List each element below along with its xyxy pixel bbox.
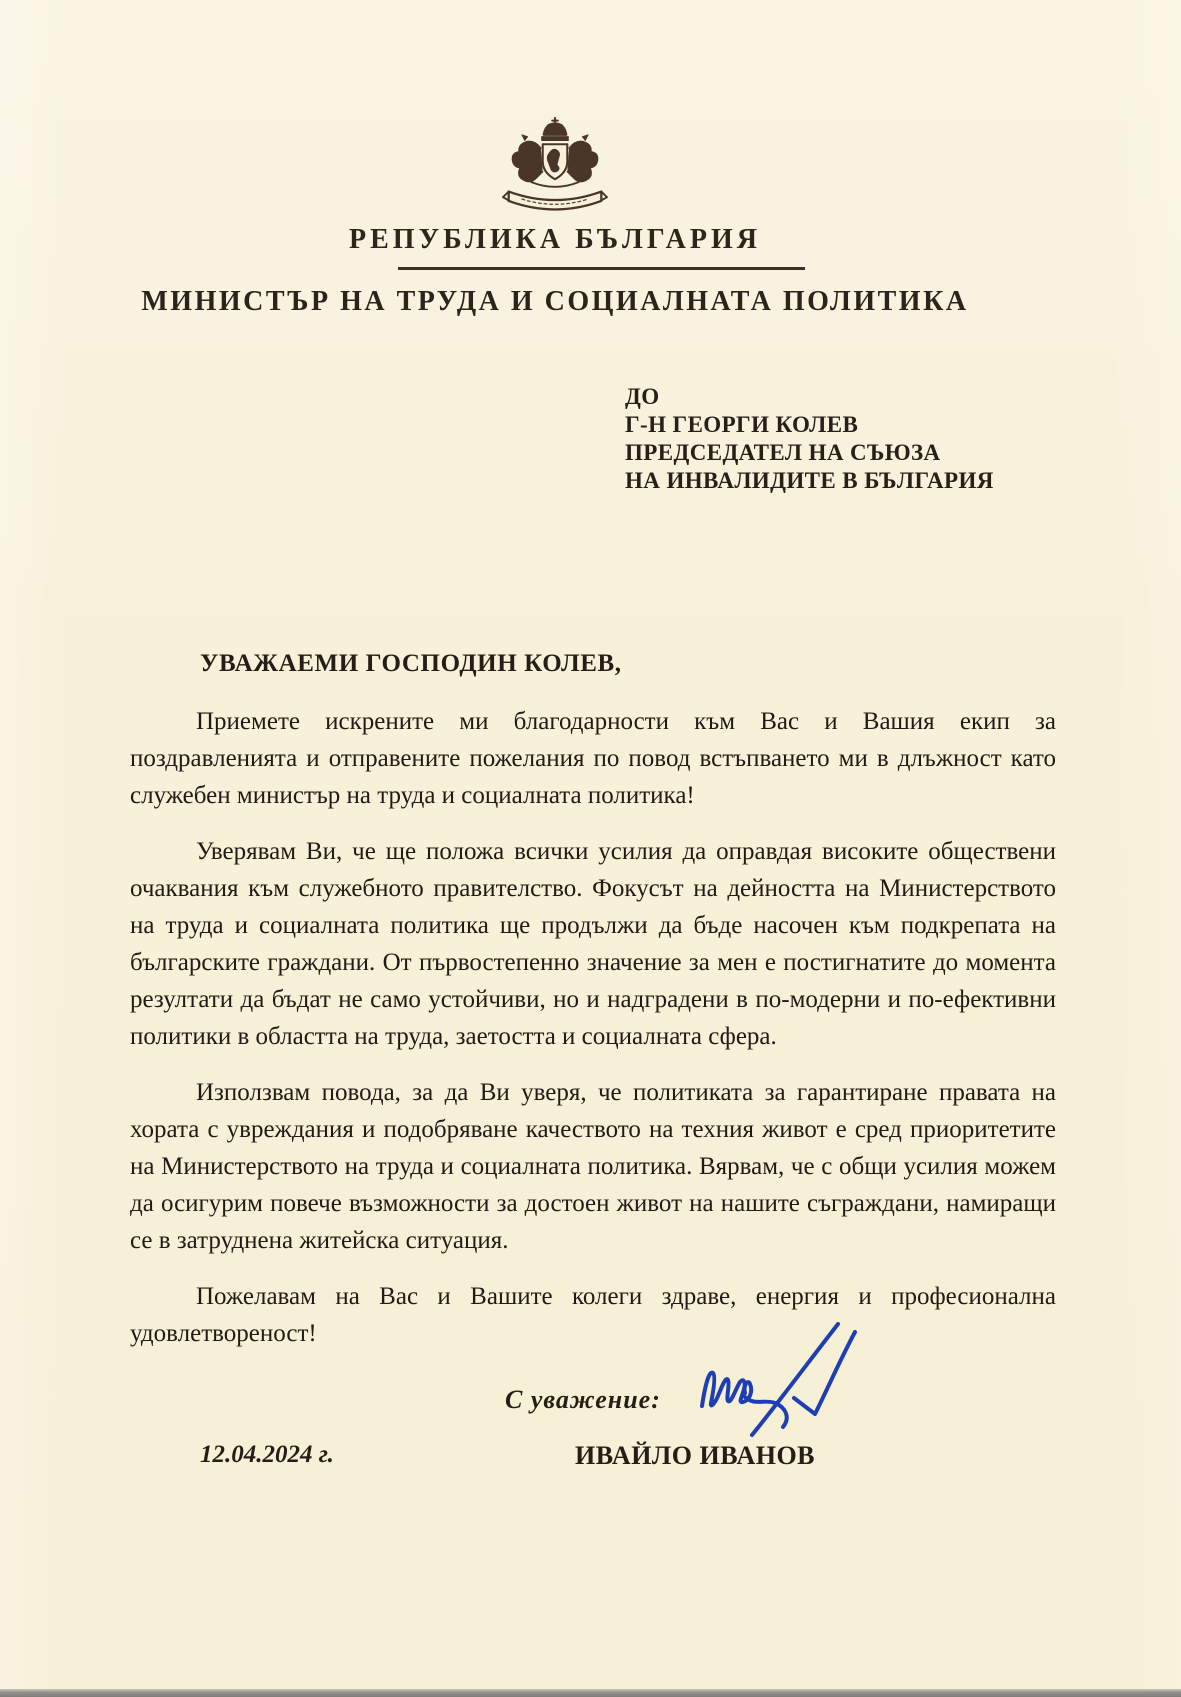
handwritten-signature bbox=[688, 1308, 883, 1443]
addressee-line-title: ПРЕДСЕДАТЕЛ НА СЪЮЗА bbox=[625, 440, 941, 465]
letter-body bbox=[130, 703, 1056, 1371]
addressee-line-organization: НА ИНВАЛИДИТЕ В БЪЛГАРИЯ bbox=[625, 468, 994, 493]
paragraph-disability-policy: Използвам повода, за да Ви уверя, че политиката за гарантиране правата на хората с увреждания и подобряване качеството на техния живот е сред приоритетите на Министерството на труда и социалната политика. Вярвам, че с общи усилия можем да осигурим повече възможности за достоен живот на нашите съграждани, намиращи се в затруднена житейска ситуация. bbox=[130, 1079, 1056, 1254]
bulgaria-coat-of-arms-icon bbox=[493, 114, 617, 218]
addressee-line-name: Г-Н ГЕОРГИ КОЛЕВ bbox=[625, 412, 859, 437]
title-underline-rule bbox=[398, 267, 805, 270]
paragraph-wishes: Пожелавам на Вас и Вашите колеги здраве, енергия и професионална удовлетвореност! bbox=[130, 1283, 1056, 1347]
addressee-line-to: ДО bbox=[625, 384, 660, 409]
signer-name: ИВАЙЛО ИВАНОВ bbox=[575, 1441, 816, 1470]
letterhead bbox=[0, 0, 1110, 256]
republic-title: РЕПУБЛИКА БЪЛГАРИЯ bbox=[349, 224, 761, 255]
ministry-title: МИНИСТЪР НА ТРУДА И СОЦИАЛНАТА ПОЛИТИКА bbox=[141, 286, 969, 317]
addressee-block bbox=[625, 383, 994, 495]
salutation: УВАЖАЕМИ ГОСПОДИН КОЛЕВ, bbox=[200, 650, 622, 677]
paragraph-assurance: Уверявам Ви, че ще положа всички усилия да оправдая високите обществени очаквания към служебното правителство. Фокусът на дейността на Министерството на труда и социалната политика ще продължи да бъде насочен към подкрепата на българските граждани. От първостепенно значение за мен е постигнатите до момента резултати да бъдат не само устойчиви, но и надградени в по-модерни и по-ефективни политики в областта на труда, заетостта и социалната сфера. bbox=[130, 838, 1056, 1050]
letter-date: 12.04.2024 г. bbox=[200, 1441, 334, 1468]
paragraph-thanks: Приемете искрените ми благодарности към Вас и Вашия екип за поздравленията и отправените пожелания по повод встъпването ми в длъжност като служебен министър на труда и социалната политика! bbox=[130, 708, 1056, 809]
scan-edge-strip bbox=[0, 1689, 1181, 1697]
regards-label: С уважение: bbox=[505, 1385, 661, 1414]
